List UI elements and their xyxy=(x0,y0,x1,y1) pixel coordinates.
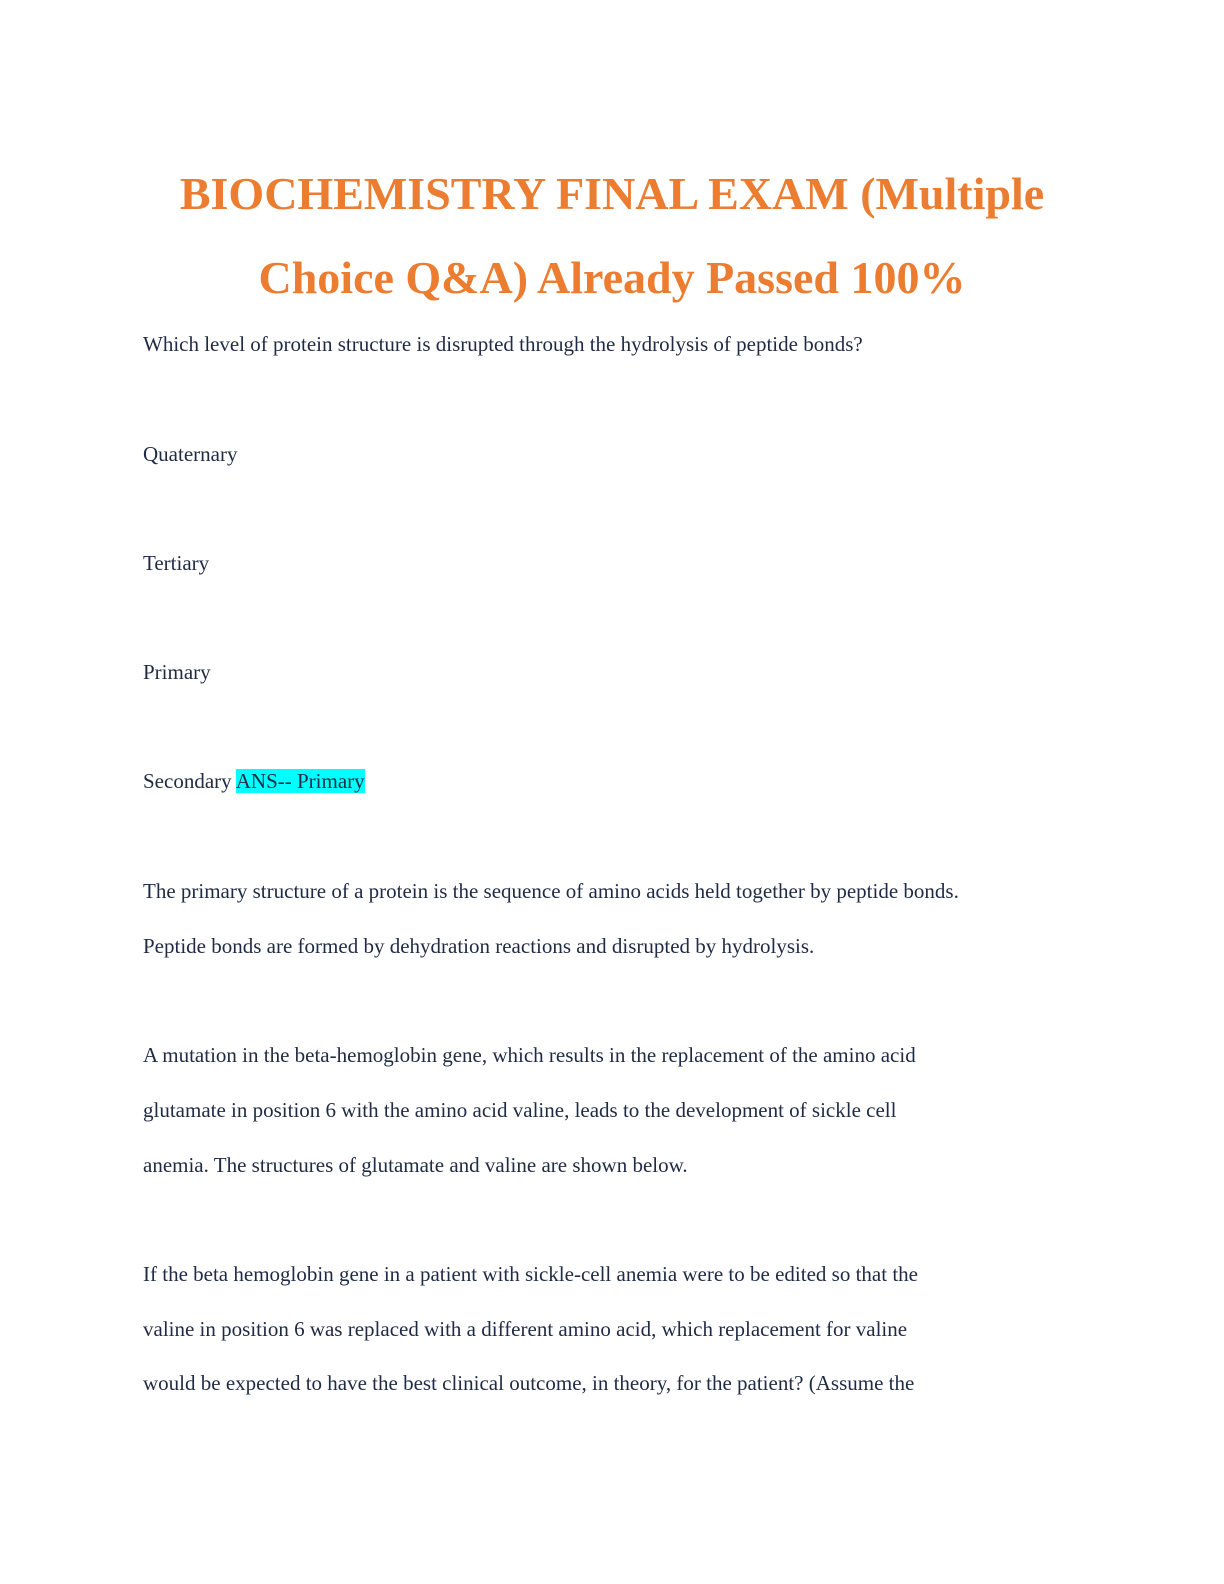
option-secondary: Secondary xyxy=(143,769,232,793)
question-2-line-1: If the beta hemoglobin gene in a patient with sickle-cell anemia were to be edited so that the xyxy=(143,1262,918,1286)
paragraph-2-line-3: anemia. The structures of glutamate and valine are shown below. xyxy=(143,1153,688,1177)
answer-highlight: ANS-- Primary xyxy=(235,769,365,793)
option-tertiary: Tertiary xyxy=(143,551,210,575)
title-line-1: BIOCHEMISTRY FINAL EXAM (Multiple xyxy=(179,168,1045,219)
explanation-line-1: The primary structure of a protein is the sequence of amino acids held together by peptide bonds. xyxy=(143,879,959,903)
explanation-line-2: Peptide bonds are formed by dehydration reactions and disrupted by hydrolysis. xyxy=(143,934,815,958)
paragraph-2-line-2: glutamate in position 6 with the amino acid valine, leads to the development of sickle cell xyxy=(143,1098,897,1122)
question-2-line-2: valine in position 6 was replaced with a different amino acid, which replacement for valine xyxy=(143,1317,908,1341)
paragraph-2-line-1: A mutation in the beta-hemoglobin gene, which results in the replacement of the amino acid xyxy=(143,1043,916,1067)
option-secondary-row xyxy=(143,767,365,795)
question-2-line-3: would be expected to have the best clinical outcome, in theory, for the patient? (Assume the xyxy=(143,1371,915,1395)
option-quaternary: Quaternary xyxy=(143,442,238,466)
option-primary: Primary xyxy=(143,660,211,684)
title-line-2: Choice Q&A) Already Passed 100% xyxy=(258,252,966,303)
question-1-text: Which level of protein structure is disrupted through the hydrolysis of peptide bonds? xyxy=(143,332,863,356)
